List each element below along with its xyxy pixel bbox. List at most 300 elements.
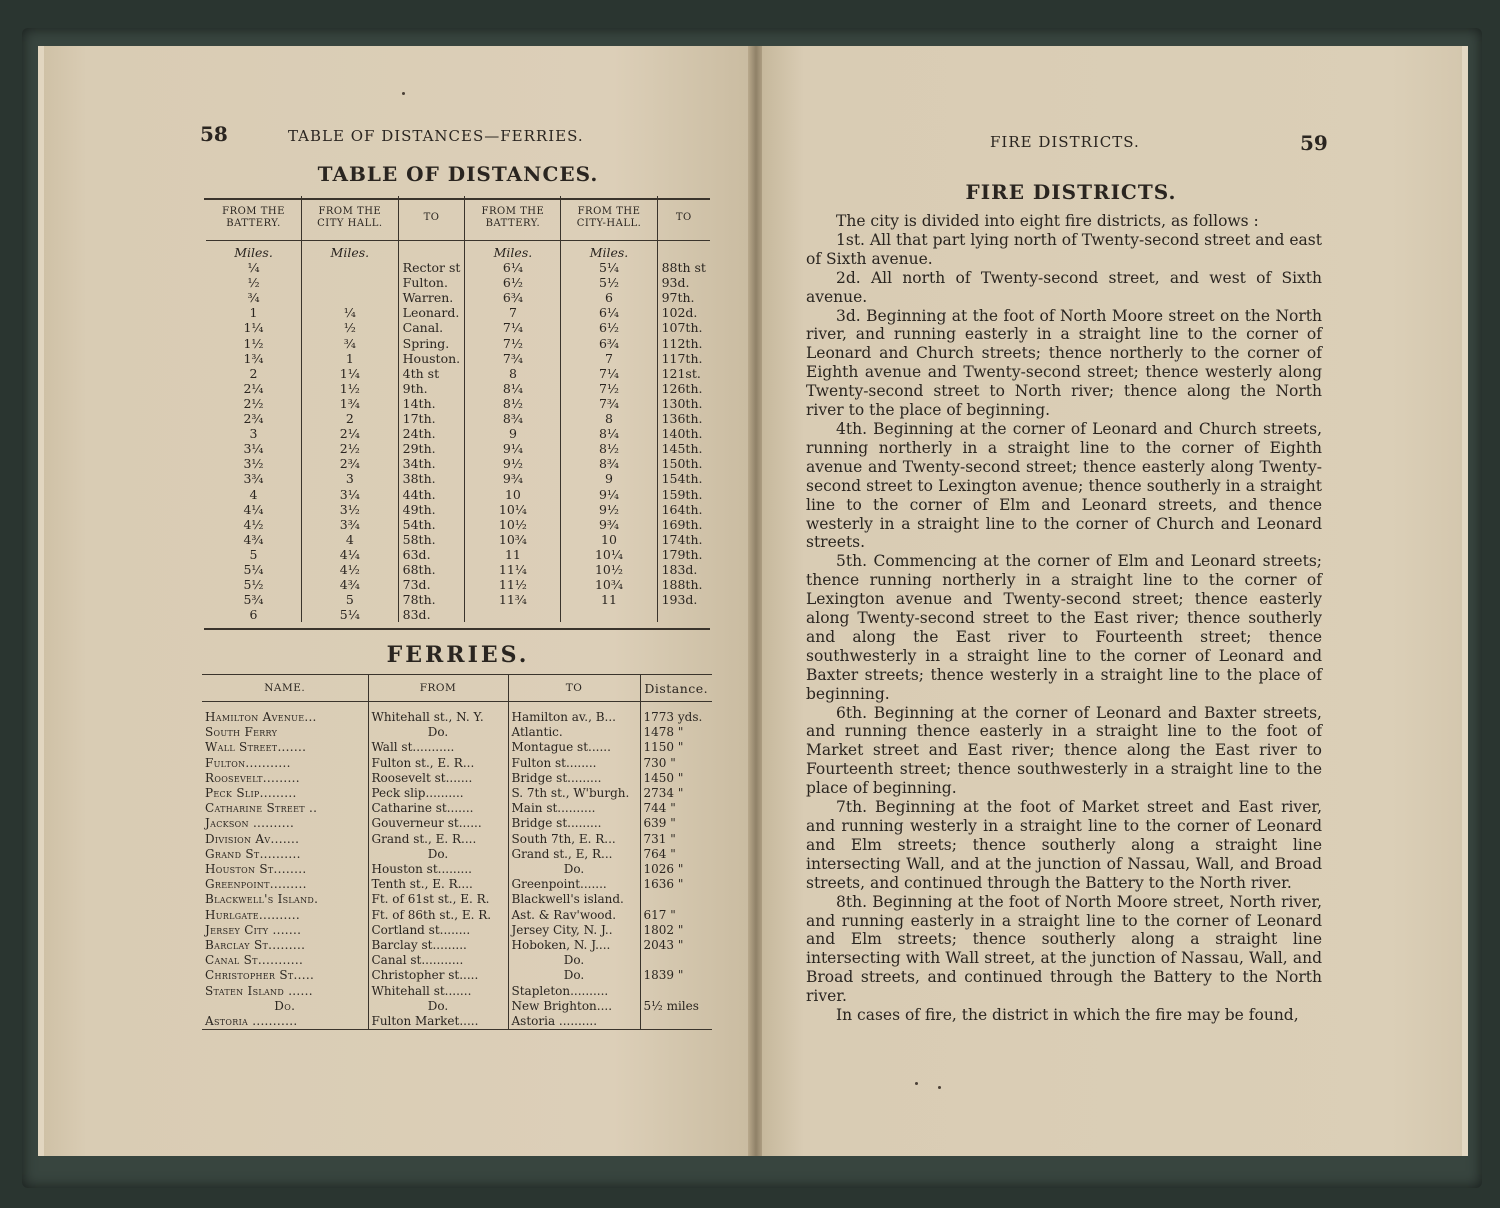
fire-district-paragraph: 6th. Beginning at the corner of Leonard and Baxter streets, and running thence easterly in a straight line to the foot of Market street and East river; thence along the East river to Fourteenth street; thence southwesterly in a straight line to the place of beginning. — [806, 703, 1322, 798]
distances-row — [206, 426, 710, 441]
distances-cell: 4¼ — [302, 547, 399, 562]
ferries-cell: 617 " — [643, 907, 676, 922]
distances-cell: 7½ — [561, 381, 657, 396]
distances-cell: 3½ — [302, 502, 399, 517]
distances-cell: 9 — [465, 426, 561, 441]
ferries-cell: Hoboken, N. J.... — [508, 938, 640, 953]
distances-cell: 97th. — [661, 290, 695, 306]
distances-cell: Rector st — [398, 260, 465, 275]
distances-cell: 5¼ — [561, 260, 657, 275]
distances-cell: 4¾ — [206, 532, 302, 547]
ferries-cell: Gouverneur st...... — [368, 816, 508, 831]
distances-cell: 49th. — [398, 502, 465, 517]
distances-cell: 1¾ — [302, 396, 399, 411]
distances-cell: 1¾ — [206, 351, 302, 366]
ferries-cell: 1802 " — [643, 922, 684, 937]
distances-row — [206, 275, 710, 290]
distances-cell: 6¼ — [465, 260, 561, 275]
ferries-cell: Fulton Market..... — [368, 1014, 508, 1030]
distances-cell: 4 — [302, 532, 399, 547]
ferries-row — [202, 771, 712, 786]
distances-cell: ¾ — [302, 336, 399, 351]
distances-cell: 14th. — [398, 396, 465, 411]
distances-cell: 1½ — [206, 336, 302, 351]
ferries-cell: Montague st...... — [508, 740, 640, 755]
distances-cell: 63d. — [398, 547, 465, 562]
distances-cell: 6 — [561, 290, 657, 305]
distances-cell: 159th. — [661, 486, 703, 502]
distances-cell: 3½ — [206, 456, 302, 471]
distances-cell: 5½ — [561, 275, 657, 290]
ferries-cell: Grand St.......... — [202, 847, 368, 862]
ferries-cell: Grand st., E, R... — [508, 847, 640, 862]
ferries-cell: 730 " — [643, 755, 676, 770]
ferries-cell: 1150 " — [643, 740, 684, 755]
distances-cell: 154th. — [661, 471, 703, 487]
ferries-table — [202, 674, 712, 1030]
distances-bottom-rule — [204, 628, 710, 630]
ferries-cell: 2734 " — [643, 786, 684, 801]
distances-cell: 5¼ — [302, 607, 399, 622]
distances-cell: 24th. — [398, 426, 465, 441]
ferries-cell: Jersey City, N. J.. — [508, 923, 640, 938]
distances-cell: 145th. — [661, 441, 703, 457]
ferries-cell: Wall st........... — [368, 740, 508, 755]
ferries-cell: 2043 " — [643, 938, 684, 953]
ferries-row — [202, 953, 712, 968]
distances-cell: 183d. — [661, 561, 698, 577]
distances-row — [206, 502, 710, 517]
ferries-cell: Christopher st..... — [368, 968, 508, 983]
distances-title: TABLE OF DISTANCES. — [317, 162, 599, 186]
distances-cell: 6¾ — [465, 290, 561, 305]
fire-district-paragraph: 2d. All north of Twenty-second street, and west of Sixth avenue. — [806, 268, 1322, 306]
distances-header-row — [206, 196, 710, 241]
ferries-row — [202, 923, 712, 938]
distances-column-header: TO — [398, 196, 465, 241]
distances-cell: 9¾ — [561, 517, 657, 532]
right-page-number: 59 — [1300, 131, 1328, 155]
ferries-cell: Main st.......... — [508, 801, 640, 816]
ferries-cell: Fulton st........ — [508, 756, 640, 771]
distances-cell: 8¼ — [561, 426, 657, 441]
distances-cell: 11½ — [465, 577, 561, 592]
distances-row — [206, 592, 710, 607]
distances-cell: 7 — [561, 351, 657, 366]
ferries-cell: New Brighton.... — [508, 999, 640, 1014]
ferries-row — [202, 740, 712, 755]
distances-cell: 8½ — [465, 396, 561, 411]
distances-cell: 34th. — [398, 456, 465, 471]
distances-cell: 1¼ — [302, 366, 399, 381]
ferries-column-header: FROM — [368, 675, 508, 702]
distances-row — [206, 396, 710, 411]
distances-cell: 5 — [206, 547, 302, 562]
distances-cell: 10 — [465, 487, 561, 502]
distances-cell: 7 — [465, 305, 561, 320]
distances-cell: 5½ — [206, 577, 302, 592]
distances-cell: Warren. — [398, 290, 465, 305]
distances-cell — [561, 607, 657, 622]
ferries-row — [202, 725, 712, 740]
ferries-cell: Hamilton Avenue... — [202, 702, 368, 726]
ferries-cell: Do. — [202, 999, 368, 1014]
ferries-cell: Atlantic. — [508, 725, 640, 740]
ferries-row — [202, 862, 712, 877]
distances-column-header: FROM THE CITY HALL. — [302, 196, 399, 241]
ferries-cell: Do. — [368, 999, 508, 1014]
distances-cell: ¼ — [206, 260, 302, 275]
distances-cell: 10¾ — [561, 577, 657, 592]
distances-row — [206, 607, 710, 622]
distances-row — [206, 260, 710, 275]
distances-cell: 83d. — [398, 607, 465, 622]
distances-cell: 1½ — [302, 381, 399, 396]
ferries-title: FERRIES. — [386, 642, 530, 668]
distances-cell: 6¼ — [561, 305, 657, 320]
ferries-cell: Whitehall st....... — [368, 984, 508, 999]
distances-cell: 102d. — [661, 305, 698, 321]
fire-district-paragraph: The city is divided into eight fire districts, as follows : — [836, 212, 1259, 230]
distances-cell: 2¾ — [302, 456, 399, 471]
ferries-cell: Peck slip.......... — [368, 786, 508, 801]
right-running-title: FIRE DISTRICTS. — [990, 133, 1140, 151]
distances-cell: Spring. — [398, 336, 465, 351]
distances-cell: 78th. — [398, 592, 465, 607]
ferries-row — [202, 816, 712, 831]
ferries-cell: Barclay St......... — [202, 938, 368, 953]
distances-cell: 8½ — [561, 441, 657, 456]
distances-row — [206, 366, 710, 381]
distances-cell — [302, 260, 399, 275]
distances-cell: 2 — [206, 366, 302, 381]
ferries-cell: 1026 " — [643, 862, 684, 877]
ferries-cell: Stapleton.......... — [508, 984, 640, 999]
ferries-cell: Greenpoint......... — [202, 877, 368, 892]
ferries-row — [202, 984, 712, 999]
ferries-cell: Barclay st......... — [368, 938, 508, 953]
ferries-cell: Houston St........ — [202, 862, 368, 877]
ferries-cell: 1636 " — [643, 877, 684, 892]
fire-district-paragraph: In cases of fire, the district in which the fire may be found, — [836, 1006, 1299, 1025]
ferries-cell: Christopher St..... — [202, 968, 368, 983]
ferries-row — [202, 756, 712, 771]
ferries-cell: Ft. of 61st st., E. R. — [368, 892, 508, 907]
ferries-cell: Roosevelt st....... — [368, 771, 508, 786]
fire-district-paragraph: 3d. Beginning at the foot of North Moore street on the North river, and running easterly in a straight line to the corner of Leonard and Church streets; thence northerly to the corner of Eighth avenue and Twenty-second street; thence westerly along Twenty-second street to North river; thence along the North river to the place of beginning. — [806, 306, 1322, 420]
ferries-cell: Do. — [508, 968, 640, 983]
distances-row — [206, 577, 710, 592]
ferries-cell: Wall Street....... — [202, 740, 368, 755]
fire-district-paragraph: 1st. All that part lying north of Twenty-second street and east of Sixth avenue. — [806, 230, 1322, 268]
ferries-cell: Canal St........... — [202, 953, 368, 968]
distances-cell: 1 — [302, 351, 399, 366]
distances-unit-label: Miles. — [465, 241, 561, 261]
distances-column-header: TO — [657, 196, 710, 241]
ferries-cell: Canal st........... — [368, 953, 508, 968]
distances-cell: 136th. — [661, 411, 703, 427]
distances-unit-label — [398, 241, 465, 261]
distances-cell — [302, 275, 399, 290]
distances-cell: 8¾ — [465, 411, 561, 426]
distances-cell: 9th. — [398, 381, 465, 396]
distances-cell: 130th. — [661, 395, 703, 411]
ferries-cell: 731 " — [643, 831, 676, 846]
distances-cell: 10¼ — [561, 547, 657, 562]
distances-units-row — [206, 241, 710, 261]
distances-cell: 7¼ — [561, 366, 657, 381]
distances-cell: ¾ — [206, 290, 302, 305]
distances-cell: 112th. — [661, 335, 703, 351]
ferries-cell: Jersey City ....... — [202, 923, 368, 938]
distances-cell: 2¾ — [206, 411, 302, 426]
distances-row — [206, 336, 710, 351]
fire-districts-title: FIRE DISTRICTS. — [965, 180, 1177, 204]
distances-cell: 8¾ — [561, 456, 657, 471]
ferries-cell: Hurlgate.......... — [202, 908, 368, 923]
distances-cell: 6½ — [465, 275, 561, 290]
distances-cell: Leonard. — [398, 305, 465, 320]
distances-cell: 9½ — [465, 456, 561, 471]
distances-cell: 179th. — [661, 546, 703, 562]
distances-cell: 117th. — [661, 350, 703, 366]
distances-row — [206, 547, 710, 562]
distances-cell: 4½ — [302, 562, 399, 577]
ink-speck — [402, 92, 405, 95]
ferries-row — [202, 801, 712, 816]
fire-district-paragraph: 4th. Beginning at the corner of Leonard and Church streets, running northerly in a straight line to the corner of Eighth avenue and Twenty-second street; thence easterly along Twenty-second street to Lexington avenue; thence southerly in a straight line to the corner of Elm and Leonard streets, and thence westerly in a straight line to the corner of Church and Leonard streets. — [806, 419, 1322, 552]
distances-cell — [302, 290, 399, 305]
distances-cell: Fulton. — [398, 275, 465, 290]
ferries-cell — [640, 892, 712, 907]
distances-cell: 3 — [206, 426, 302, 441]
distances-cell: 4¼ — [206, 502, 302, 517]
distances-cell: 6¾ — [561, 336, 657, 351]
distances-cell: 140th. — [661, 426, 703, 442]
ink-speck — [938, 1086, 941, 1089]
distances-cell: 54th. — [398, 517, 465, 532]
distances-column-header: FROM THE BATTERY. — [206, 196, 302, 241]
ferries-cell: Do. — [508, 862, 640, 877]
distances-cell: 107th. — [661, 320, 703, 336]
distances-cell: 4 — [206, 487, 302, 502]
ferries-row — [202, 892, 712, 907]
ferries-cell: Fulton st., E. R... — [368, 756, 508, 771]
ferries-cell: Blackwell's island. — [508, 892, 640, 907]
fire-district-paragraph: 8th. Beginning at the foot of North Moore street, North river, and running easterly in a straight line to the corner of Leonard and Elm streets; thence southerly along a straight line intersecting with Wall street, at the junction of Nassau, Wall, and Broad streets, and continued through the Battery to the North river. — [806, 892, 1322, 1006]
distances-cell: 2 — [302, 411, 399, 426]
distances-cell: 10½ — [465, 517, 561, 532]
ferries-cell: Do. — [508, 953, 640, 968]
ferries-row — [202, 877, 712, 892]
distances-unit-label: Miles. — [561, 241, 657, 261]
ferries-cell: Ast. & Rav'wood. — [508, 908, 640, 923]
distances-cell: 9¾ — [465, 471, 561, 486]
ferries-cell: Bridge st......... — [508, 816, 640, 831]
distances-cell: 9½ — [561, 502, 657, 517]
distances-cell: 169th. — [661, 516, 703, 532]
distances-cell: 7¼ — [465, 320, 561, 335]
ferries-cell: Bridge st......... — [508, 771, 640, 786]
ferries-cell — [640, 1014, 712, 1030]
distances-cell: ½ — [206, 275, 302, 290]
ferries-cell: South Ferry — [202, 725, 368, 740]
distances-cell: ½ — [302, 320, 399, 335]
distances-row — [206, 562, 710, 577]
distances-cell: 6 — [206, 607, 302, 622]
distances-cell: 3¼ — [302, 487, 399, 502]
distances-cell: 58th. — [398, 532, 465, 547]
distances-cell: 164th. — [661, 501, 703, 517]
distances-cell: 2½ — [302, 441, 399, 456]
ferries-row — [202, 847, 712, 862]
distances-row — [206, 411, 710, 426]
distances-cell: 1 — [206, 305, 302, 320]
left-running-title: TABLE OF DISTANCES—FERRIES. — [288, 127, 584, 145]
distances-cell: 4¾ — [302, 577, 399, 592]
ferries-cell: 639 " — [643, 816, 676, 831]
ferries-cell: Peck Slip......... — [202, 786, 368, 801]
distances-row — [206, 487, 710, 502]
distances-row — [206, 351, 710, 366]
distances-column-header: FROM THE BATTERY. — [465, 196, 561, 241]
distances-row — [206, 456, 710, 471]
ferries-cell: Ft. of 86th st., E. R. — [368, 908, 508, 923]
distances-cell: 174th. — [661, 531, 703, 547]
ferries-cell: Astoria ........... — [202, 1014, 368, 1030]
distances-row — [206, 532, 710, 547]
distances-cell: 38th. — [398, 471, 465, 486]
ferries-column-header: TO — [508, 675, 640, 702]
ferries-cell: 1773 yds. — [643, 710, 703, 724]
distances-cell: 5¼ — [206, 562, 302, 577]
distances-cell: 8¼ — [465, 381, 561, 396]
distances-cell: 29th. — [398, 441, 465, 456]
distances-cell: 3¾ — [206, 471, 302, 486]
ferries-cell: Blackwell's Island. — [202, 892, 368, 907]
ferries-cell: Catharine Street .. — [202, 801, 368, 816]
distances-table — [206, 196, 710, 622]
ferries-cell: Roosevelt......... — [202, 771, 368, 786]
distances-cell: 10½ — [561, 562, 657, 577]
ferries-row — [202, 968, 712, 983]
distances-cell: 9¼ — [561, 487, 657, 502]
distances-cell: 10¾ — [465, 532, 561, 547]
ferries-cell: South 7th, E. R... — [508, 832, 640, 847]
ferries-cell: Do. — [368, 725, 508, 740]
distances-row — [206, 320, 710, 335]
distances-cell: 7¾ — [561, 396, 657, 411]
distances-cell: 4½ — [206, 517, 302, 532]
distances-cell: 5 — [302, 592, 399, 607]
distances-row — [206, 441, 710, 456]
distances-cell: 2¼ — [206, 381, 302, 396]
distances-cell: 4th st — [398, 366, 465, 381]
fire-districts-text — [806, 212, 1322, 1025]
distances-cell: 11¼ — [465, 562, 561, 577]
fire-district-paragraph: 7th. Beginning at the foot of Market street and East river, and running westerly in a straight line to the corner of Leonard and Elm streets; thence southerly along a straight line intersecting Wall, and at the junction of Nassau, Wall, and Broad streets, and continued through the Battery to the North river. — [806, 798, 1322, 892]
distances-cell: 11¾ — [465, 592, 561, 607]
distances-cell: 5¾ — [206, 592, 302, 607]
ferries-cell: 1478 " — [643, 725, 684, 740]
ferries-cell — [640, 984, 712, 999]
distances-cell: 3¾ — [302, 517, 399, 532]
ferries-cell: Whitehall st., N. Y. — [368, 702, 508, 726]
ferries-row — [202, 938, 712, 953]
distances-unit-label: Miles. — [206, 241, 302, 261]
distances-unit-label: Miles. — [302, 241, 399, 261]
distances-cell: 188th. — [661, 577, 703, 593]
distances-cell: 9¼ — [465, 441, 561, 456]
distances-cell: ¼ — [302, 305, 399, 320]
distances-cell: 11 — [561, 592, 657, 607]
ferries-cell: 744 " — [643, 801, 676, 816]
ferries-row — [202, 786, 712, 801]
distances-cell: 3 — [302, 471, 399, 486]
ferries-row — [202, 999, 712, 1014]
distances-cell — [657, 607, 710, 622]
distances-cell: 10 — [561, 532, 657, 547]
distances-cell: 10¼ — [465, 502, 561, 517]
ferries-cell: 1450 " — [643, 770, 684, 785]
distances-cell: Houston. — [398, 351, 465, 366]
ferries-cell: 5½ miles — [643, 998, 699, 1013]
distances-cell: 93d. — [661, 275, 690, 291]
left-page-number: 58 — [200, 122, 228, 146]
distances-column-header: FROM THE CITY-HALL. — [561, 196, 657, 241]
distances-row — [206, 305, 710, 320]
fire-district-paragraph: 5th. Commencing at the corner of Elm and Leonard streets; thence running northerly in a straight line to the corner of Lexington avenue and Twenty-second street; thence easterly along Twenty-second street to the East river; thence southerly and along the East river to Fourteenth street; thence southwesterly in a straight line to the corner of Leonard and Baxter streets; thence westerly in a straight line to the place of beginning. — [806, 552, 1322, 703]
distances-cell: 2½ — [206, 396, 302, 411]
distances-cell: 150th. — [661, 456, 703, 472]
ferries-cell: Do. — [368, 847, 508, 862]
distances-cell: 121st. — [661, 365, 701, 381]
distances-unit-label — [657, 241, 710, 261]
distances-cell: 8 — [561, 411, 657, 426]
ferries-cell: Hamilton av., B... — [508, 702, 640, 726]
ferries-cell: Grand st., E. R.... — [368, 832, 508, 847]
ferries-cell: 764 " — [643, 846, 676, 861]
ferries-column-header: NAME. — [202, 675, 368, 702]
distances-cell — [465, 607, 561, 622]
distances-cell: 73d. — [398, 577, 465, 592]
distances-row — [206, 517, 710, 532]
distances-row — [206, 290, 710, 305]
ferries-cell: Tenth st., E. R.... — [368, 877, 508, 892]
distances-cell: 3¼ — [206, 441, 302, 456]
ferries-cell: Astoria .......... — [508, 1014, 640, 1030]
ferries-cell: Fulton........... — [202, 756, 368, 771]
distances-cell: 6½ — [561, 320, 657, 335]
distances-row — [206, 471, 710, 486]
ferries-cell — [640, 953, 712, 968]
distances-cell: 8 — [465, 366, 561, 381]
ferries-cell: Jackson .......... — [202, 816, 368, 831]
ferries-cell: Houston st......... — [368, 862, 508, 877]
ferries-row — [202, 908, 712, 923]
distances-row — [206, 381, 710, 396]
distances-cell: Canal. — [398, 320, 465, 335]
ferries-cell: Catharine st....... — [368, 801, 508, 816]
distances-cell: 7½ — [465, 336, 561, 351]
ink-speck — [915, 1082, 918, 1085]
ferries-cell: Division Av....... — [202, 832, 368, 847]
distances-cell: 9 — [561, 471, 657, 486]
ferries-row — [202, 702, 712, 726]
ferries-cell: Greenpoint....... — [508, 877, 640, 892]
distances-cell: 7¾ — [465, 351, 561, 366]
distances-cell: 68th. — [398, 562, 465, 577]
